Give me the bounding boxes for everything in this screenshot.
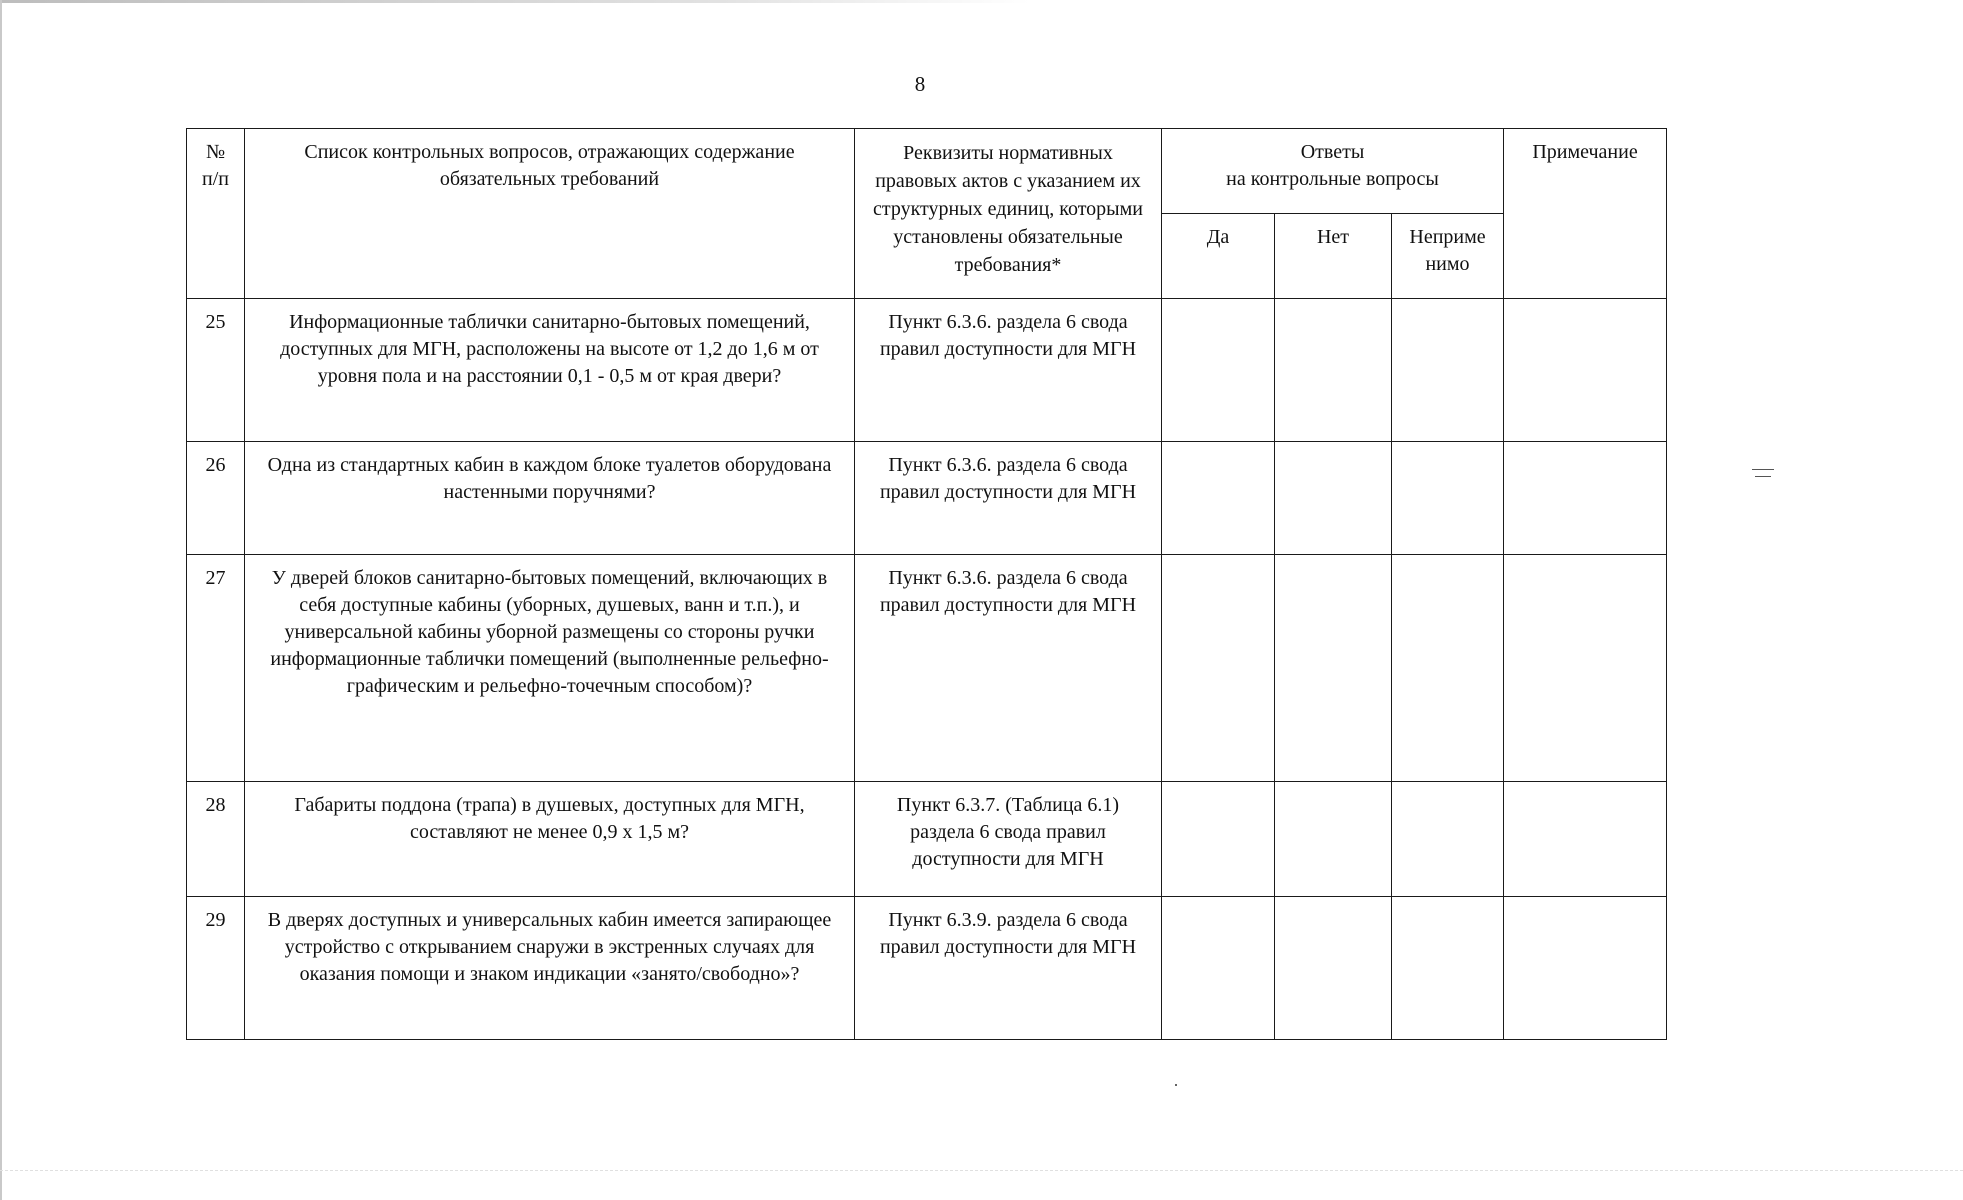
header-no [1275, 214, 1392, 299]
page-number: 8 [914, 72, 926, 96]
answer-yes-cell[interactable] [1162, 442, 1275, 555]
answer-no-cell[interactable] [1275, 782, 1392, 897]
table-row [187, 299, 1667, 442]
answer-yes-cell[interactable] [1162, 555, 1275, 782]
checklist-table [186, 128, 1667, 1040]
row-question: У дверей блоков санитарно-бытовых помещений, включающих в себя доступные кабины (уборных, душевых, ванн и т.п.), и универсальной кабины уборной размещены со стороны ручки информационные таблички помещений (выполненные рельефно-графическим и рельефно-точечным способом)? [245, 555, 855, 782]
table-row [187, 897, 1667, 1040]
header-not-applicable-label: Неприме нимо [1409, 226, 1486, 275]
row-number: 29 [187, 897, 245, 1040]
header-questions [245, 129, 855, 299]
row-question: Информационные таблички санитарно-бытовых помещений, доступных для МГН, расположены на высоте от 1,2 до 1,6 м от уровня пола и на расстоянии 0,1 - 0,5 м от края двери? [245, 299, 855, 442]
table-row [187, 555, 1667, 782]
answer-na-cell[interactable] [1392, 442, 1504, 555]
scan-speck [1175, 1084, 1177, 1086]
row-reference: Пункт 6.3.7. (Таблица 6.1) раздела 6 свода правил доступности для МГН [855, 782, 1162, 897]
note-cell[interactable] [1504, 442, 1667, 555]
row-number: 26 [187, 442, 245, 555]
header-questions-label: Список контрольных вопросов, отражающих содержание обязательных требований [304, 141, 795, 190]
row-number: 25 [187, 299, 245, 442]
row-question: Одна из стандартных кабин в каждом блоке туалетов оборудована настенными поручнями? [245, 442, 855, 555]
header-yes [1162, 214, 1275, 299]
answer-yes-cell[interactable] [1162, 782, 1275, 897]
answer-no-cell[interactable] [1275, 299, 1392, 442]
table-row [187, 442, 1667, 555]
answer-na-cell[interactable] [1392, 555, 1504, 782]
scan-edge-top [0, 0, 1030, 3]
row-reference: Пункт 6.3.6. раздела 6 свода правил доступности для МГН [855, 299, 1162, 442]
header-num-label: № п/п [202, 141, 229, 190]
table-row [187, 782, 1667, 897]
row-question: В дверях доступных и универсальных кабин имеется запирающее устройство с открыванием снаружи в экстренных случаях для оказания помощи и знаком индикации «занято/свободно»? [245, 897, 855, 1040]
header-requisites-label: Реквизиты нормативных правовых актов с указанием их структурных единиц, которыми установлены обязательные требования* [873, 142, 1143, 276]
header-not-applicable [1392, 214, 1504, 299]
row-reference: Пункт 6.3.9. раздела 6 свода правил доступности для МГН [855, 897, 1162, 1040]
header-requisites [855, 129, 1162, 299]
answer-no-cell[interactable] [1275, 555, 1392, 782]
row-number: 28 [187, 782, 245, 897]
header-num [187, 129, 245, 299]
note-cell[interactable] [1504, 897, 1667, 1040]
margin-mark [1755, 476, 1771, 477]
header-note-label: Примечание [1532, 141, 1638, 163]
header-row [187, 129, 1667, 214]
answer-no-cell[interactable] [1275, 897, 1392, 1040]
answer-no-cell[interactable] [1275, 442, 1392, 555]
row-question: Габариты поддона (трапа) в душевых, доступных для МГН, составляют не менее 0,9 х 1,5 м? [245, 782, 855, 897]
scan-edge-bottom [0, 1170, 1963, 1171]
answer-na-cell[interactable] [1392, 782, 1504, 897]
answer-na-cell[interactable] [1392, 299, 1504, 442]
row-number: 27 [187, 555, 245, 782]
scan-edge-left [0, 0, 2, 1200]
note-cell[interactable] [1504, 299, 1667, 442]
header-answers-label: Ответы на контрольные вопросы [1226, 141, 1439, 190]
row-reference: Пункт 6.3.6. раздела 6 свода правил доступности для МГН [855, 555, 1162, 782]
note-cell[interactable] [1504, 555, 1667, 782]
margin-mark [1752, 469, 1774, 470]
header-yes-label: Да [1206, 226, 1230, 248]
answer-na-cell[interactable] [1392, 897, 1504, 1040]
header-answers [1162, 129, 1504, 214]
row-reference: Пункт 6.3.6. раздела 6 свода правил доступности для МГН [855, 442, 1162, 555]
answer-yes-cell[interactable] [1162, 299, 1275, 442]
note-cell[interactable] [1504, 782, 1667, 897]
header-no-label: Нет [1316, 226, 1350, 248]
answer-yes-cell[interactable] [1162, 897, 1275, 1040]
header-note [1504, 129, 1667, 299]
